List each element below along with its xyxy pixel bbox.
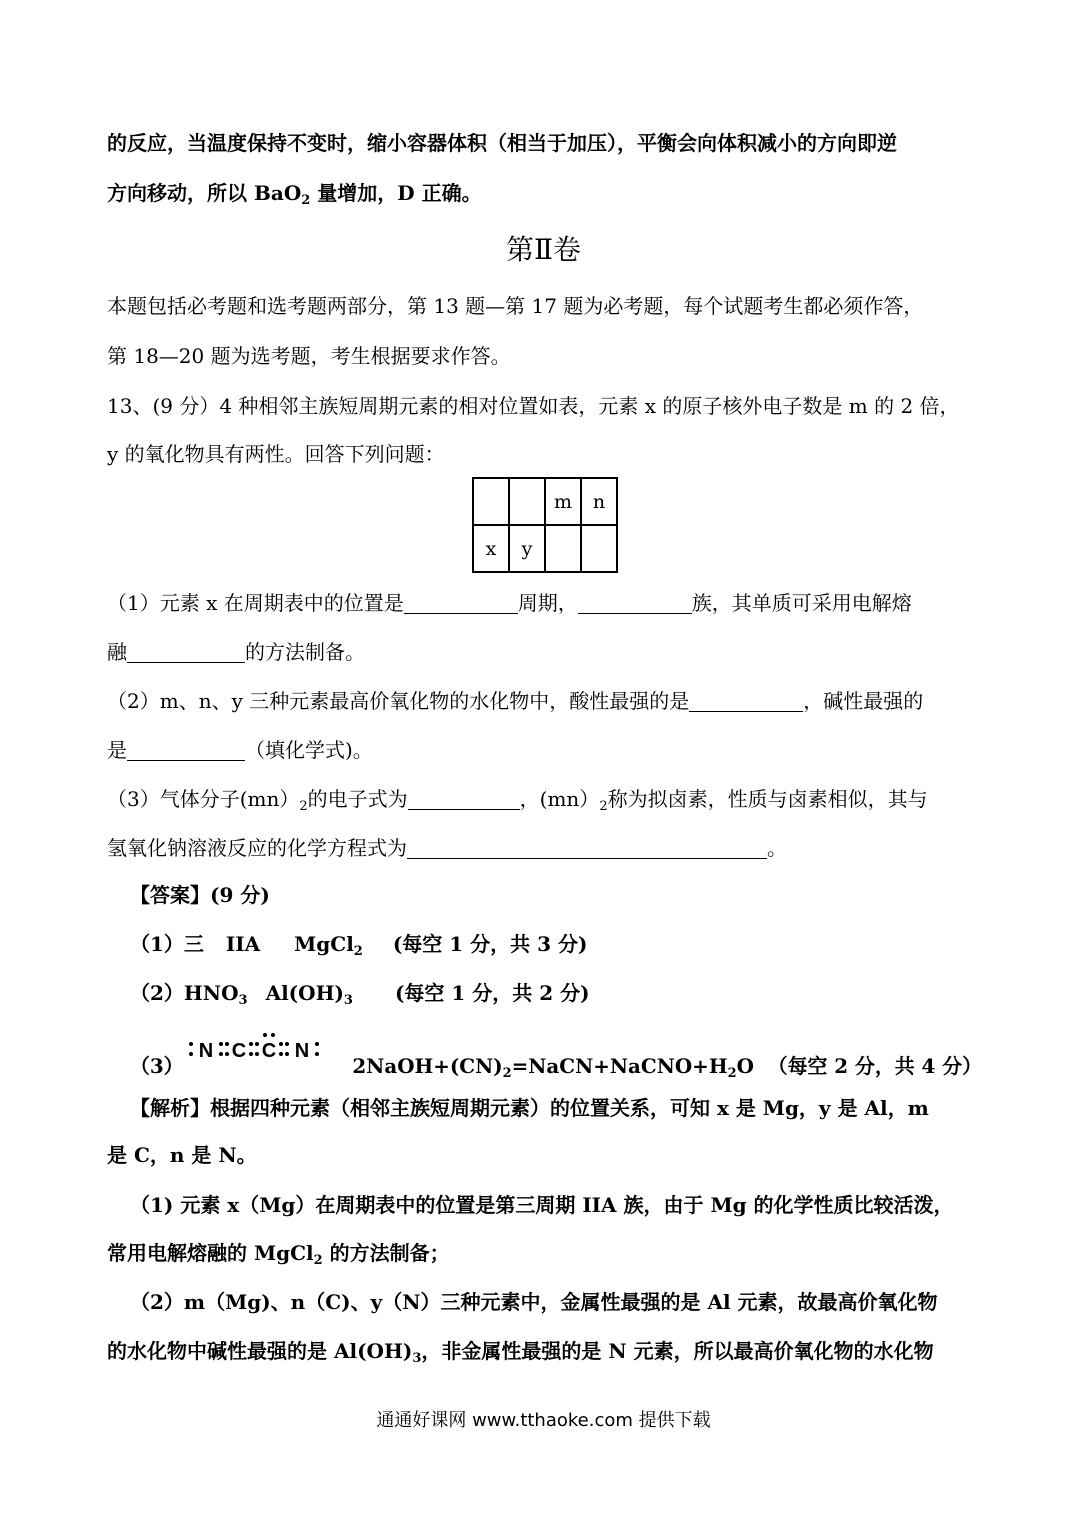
analysis-line-5: （2）m（Mg)、n（C)、y（N）三种元素中，金属性最强的是 Al 元素，故最高价氧化物 xyxy=(130,1290,938,1314)
table-cell xyxy=(509,478,545,525)
answer-blank xyxy=(578,591,692,614)
notice-line-1: 本题包括必考题和选考题两部分，第 13 题—第 17 题为必考题，每个试题考生都必须作答， xyxy=(107,294,924,318)
analysis-line-1: 【解析】根据四种元素（相邻主族短周期元素）的位置关系，可知 x 是 Mg，y 是 Al，m xyxy=(130,1096,929,1120)
lewis-atom: N xyxy=(294,1040,310,1062)
table-row xyxy=(473,478,617,525)
lewis-atom: N xyxy=(198,1040,214,1062)
table-cell xyxy=(473,478,509,525)
answer-blank xyxy=(689,689,803,712)
part-2-line-1: （2）m、n、y 三种元素最高价氧化物的水化物中，酸性最强的是 ，碱性最强的 xyxy=(107,689,924,713)
part-3-line-1: （3）气体分子$(mn)_2$的电子式为 ，$(mn)_2$称为拟卤素，性质与卤素相似，其与 xyxy=(107,787,928,814)
answer-blank xyxy=(127,738,245,761)
analysis-line-4: 常用电解熔融的 MgCl$_2$ 的方法制备； xyxy=(107,1241,450,1268)
section-title: 第Ⅱ卷 xyxy=(505,233,582,266)
answer-3: （3） $2NaOH+(CN)_2=NaCN+NaCNO+H_2O$ （每空 2 分，共 4 分） xyxy=(130,1054,982,1081)
question-stem-2: y 的氧化物具有两性。回答下列问题： xyxy=(107,442,445,466)
answer-2: $(2)HNO_3$ $Al(OH)_3$ (每空 1 分，共 2 分) xyxy=(130,981,590,1008)
answer-blank xyxy=(404,591,518,614)
answer-1: （1）三 IIA MgCl$_2$ (每空 1 分，共 3 分) xyxy=(130,932,588,959)
analysis-line-6: 的水化物中碱性最强的是 $Al(OH)_3$，非金属性最强的是 N 元素，所以最高价氧化物的水化物 xyxy=(107,1339,934,1366)
table-cell xyxy=(581,525,617,572)
table-cell: x xyxy=(473,525,509,572)
answer-blank xyxy=(127,640,245,663)
table-row xyxy=(473,525,617,572)
answer-blank xyxy=(408,787,520,810)
answer-header: 【答案】(9 分) xyxy=(130,883,270,907)
analysis-line-2: 是 C，n 是 N。 xyxy=(107,1143,257,1167)
part-3-line-2: 氢氧化钠溶液反应的化学方程式为 。 xyxy=(107,836,787,860)
table-cell: n xyxy=(581,478,617,525)
intro-line-1: 的反应，当温度保持不变时，缩小容器体积（相当于加压），平衡会向体积减小的方向即逆 xyxy=(107,131,897,155)
table-cell: y xyxy=(509,525,545,572)
part-1-line-1: （1）元素 x 在周期表中的位置是 周期， 族，其单质可采用电解熔 xyxy=(107,591,912,615)
notice-line-2: 第 18—20 题为选考题，考生根据要求作答。 xyxy=(107,344,511,368)
question-stem-1: 13、(9 分）4 种相邻主族短周期元素的相对位置如表，元素 x 的原子核外电子数是 m 的 2 倍， xyxy=(107,394,960,418)
intro-line-2: 方向移动，所以 BaO$_2$ 量增加，D 正确。 xyxy=(107,181,482,208)
part-2-line-2: 是 （填化学式)。 xyxy=(107,738,373,762)
table-cell: m xyxy=(545,478,581,525)
page-footer: 通通好课网 www.tthaoke.com 提供下载 xyxy=(376,1410,711,1431)
part-1-line-2: 融 的方法制备。 xyxy=(107,640,365,664)
analysis-line-3: （1) 元素 x（Mg）在周期表中的位置是第三周期 IIA 族，由于 Mg 的化学性质比较活泼， xyxy=(130,1193,954,1217)
table-cell xyxy=(545,525,581,572)
lewis-atom: C xyxy=(261,1040,277,1062)
answer-blank xyxy=(407,836,767,859)
element-position-table xyxy=(472,477,618,573)
lewis-atom: C xyxy=(231,1040,247,1062)
